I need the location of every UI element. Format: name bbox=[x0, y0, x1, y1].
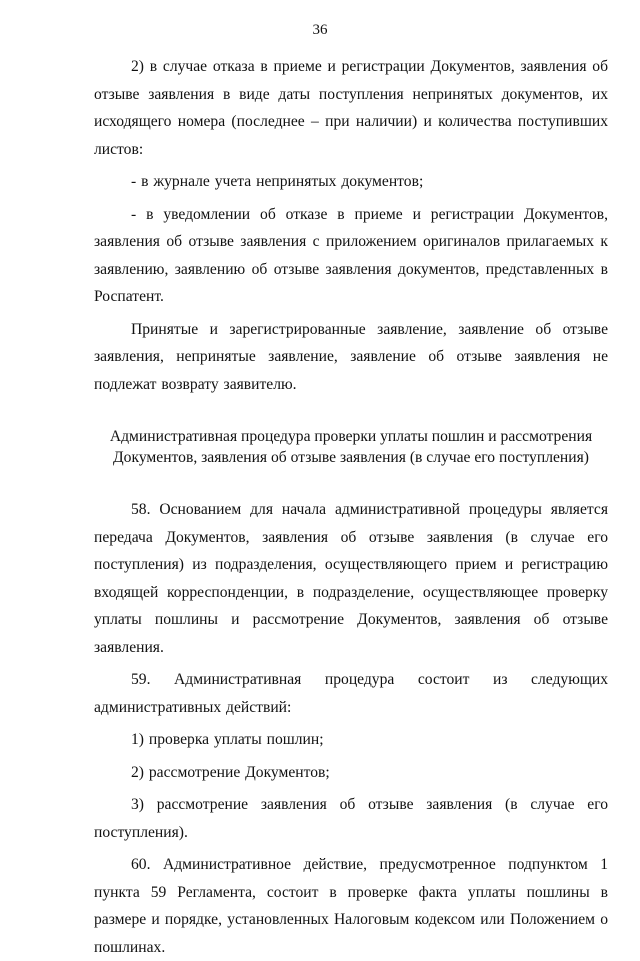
page-content bbox=[94, 53, 608, 961]
list-item-notification: - в уведомлении об отказе в приеме и регистрации Документов, заявления об отзыве заявления с приложением оригиналов прилагаемых к заявлению, заявлению об отзыве заявления документов, представленных в Роспатент. bbox=[94, 205, 608, 305]
section-heading-line-2: Документов, заявления об отзыве заявления (в случае его поступления) bbox=[113, 449, 589, 466]
list-item-documents-review: 2) рассмотрение Документов; bbox=[131, 763, 330, 781]
section-heading-line-1: Административная процедура проверки уплаты пошлин и рассмотрения bbox=[109, 428, 593, 445]
paragraph-no-return: Принятые и зарегистрированные заявление, заявление об отзыве заявления, непринятые заявление, заявление об отзыве заявления не подлежат возврату заявителю. bbox=[94, 320, 608, 393]
list-item-journal: - в журнале учета непринятых документов; bbox=[131, 173, 424, 190]
section-heading bbox=[94, 426, 608, 468]
paragraph-refusal-record: 2) в случае отказа в приеме и регистрации Документов, заявления об отзыве заявления в виде даты поступления непринятых документов, их исходящего номера (последнее – при наличии) и количества поступивших листов: bbox=[94, 58, 608, 158]
paragraph-58: 58. Основанием для начала административной процедуры является передача Документов, заявления об отзыве заявления (в случае его поступления) из подразделения, осуществляющего прием и регистрацию входящей корреспонденции, в подразделение, осуществляющее проверку уплаты пошлины и рассмотрение Документов, заявления об отзыве заявления. bbox=[94, 501, 608, 656]
page-number: 36 bbox=[312, 22, 328, 38]
paragraph-59: 59. Административная процедура состоит из следующих административных действий: bbox=[94, 671, 608, 716]
list-item-withdrawal-review: 3) рассмотрение заявления об отзыве заявления (в случае его поступления). bbox=[94, 796, 608, 841]
list-item-fee-check: 1) проверка уплаты пошлин; bbox=[131, 731, 324, 748]
paragraph-60: 60. Административное действие, предусмотренное подпунктом 1 пункта 59 Регламента, состоит в проверке факта уплаты пошлины в размере и порядке, установленных Налоговым кодексом или Положением о пошлинах. bbox=[94, 856, 608, 956]
